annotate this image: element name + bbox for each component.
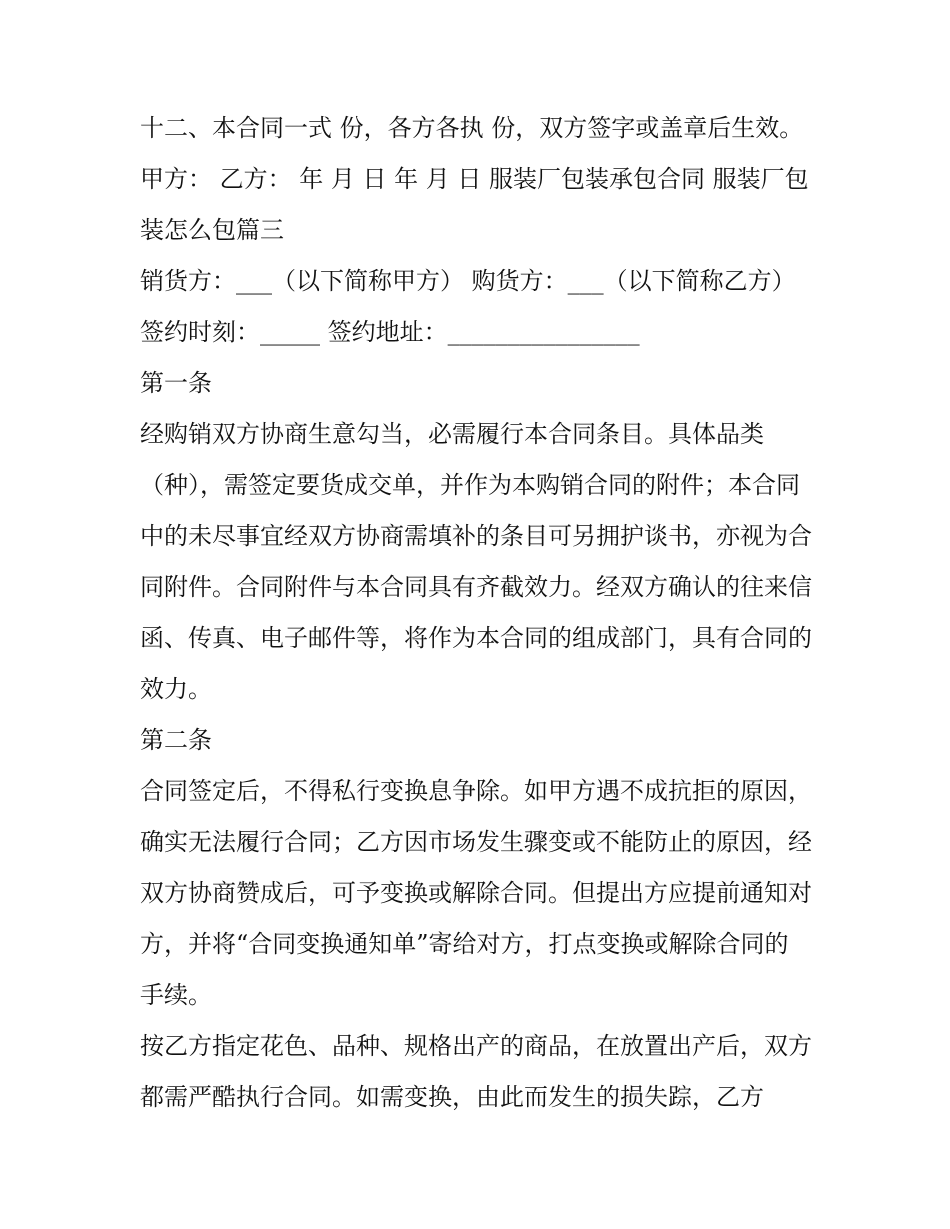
paragraph-parties: 销货方：___（以下简称甲方） 购货方：___（以下简称乙方） 签约时刻：_____ 签约地址：________________ <box>140 267 804 346</box>
paragraph-contract-copies: 十二、本合同一式 份，各方各执 份，双方签字或盖章后生效。 甲方： 乙方： 年 月 日 年 月 日 服装厂包装承包合同 服装厂包装怎么包篇三 <box>140 114 811 244</box>
article-2-heading: 第二条 <box>140 726 212 754</box>
article-2-text: 合同签定后，不得私行变换息争除。如甲方遇不成抗拒的原因，确实无法履行合同；乙方因市场发生骤变或不能防止的原因，经双方协商赞成后，可予变换或解除合同。但提出方应提前通知对方，并将“合同变换通知单”寄给对方，打点变换或解除合同的手续。 <box>140 777 812 1009</box>
document-body <box>140 103 812 1123</box>
article-1-heading: 第一条 <box>140 369 212 397</box>
article-1-text: 经购销双方协商生意勾当，必需履行本合同条目。具体品类（种），需签定要货成交单，并作为本购销合同的附件；本合同中的未尽事宜经双方协商需填补的条目可另拥护谈书，亦视为合同附件。合同附件与本合同具有齐截效力。经双方确认的往来信函、传真、电子邮件等，将作为本合同的组成部门，具有合同的效力。 <box>140 420 812 703</box>
paragraph-specified-goods: 按乙方指定花色、品种、规格出产的商品，在放置出产后，双方都需严酷执行合同。如需变换，由此而发生的损失踪，乙方 <box>140 1032 812 1111</box>
